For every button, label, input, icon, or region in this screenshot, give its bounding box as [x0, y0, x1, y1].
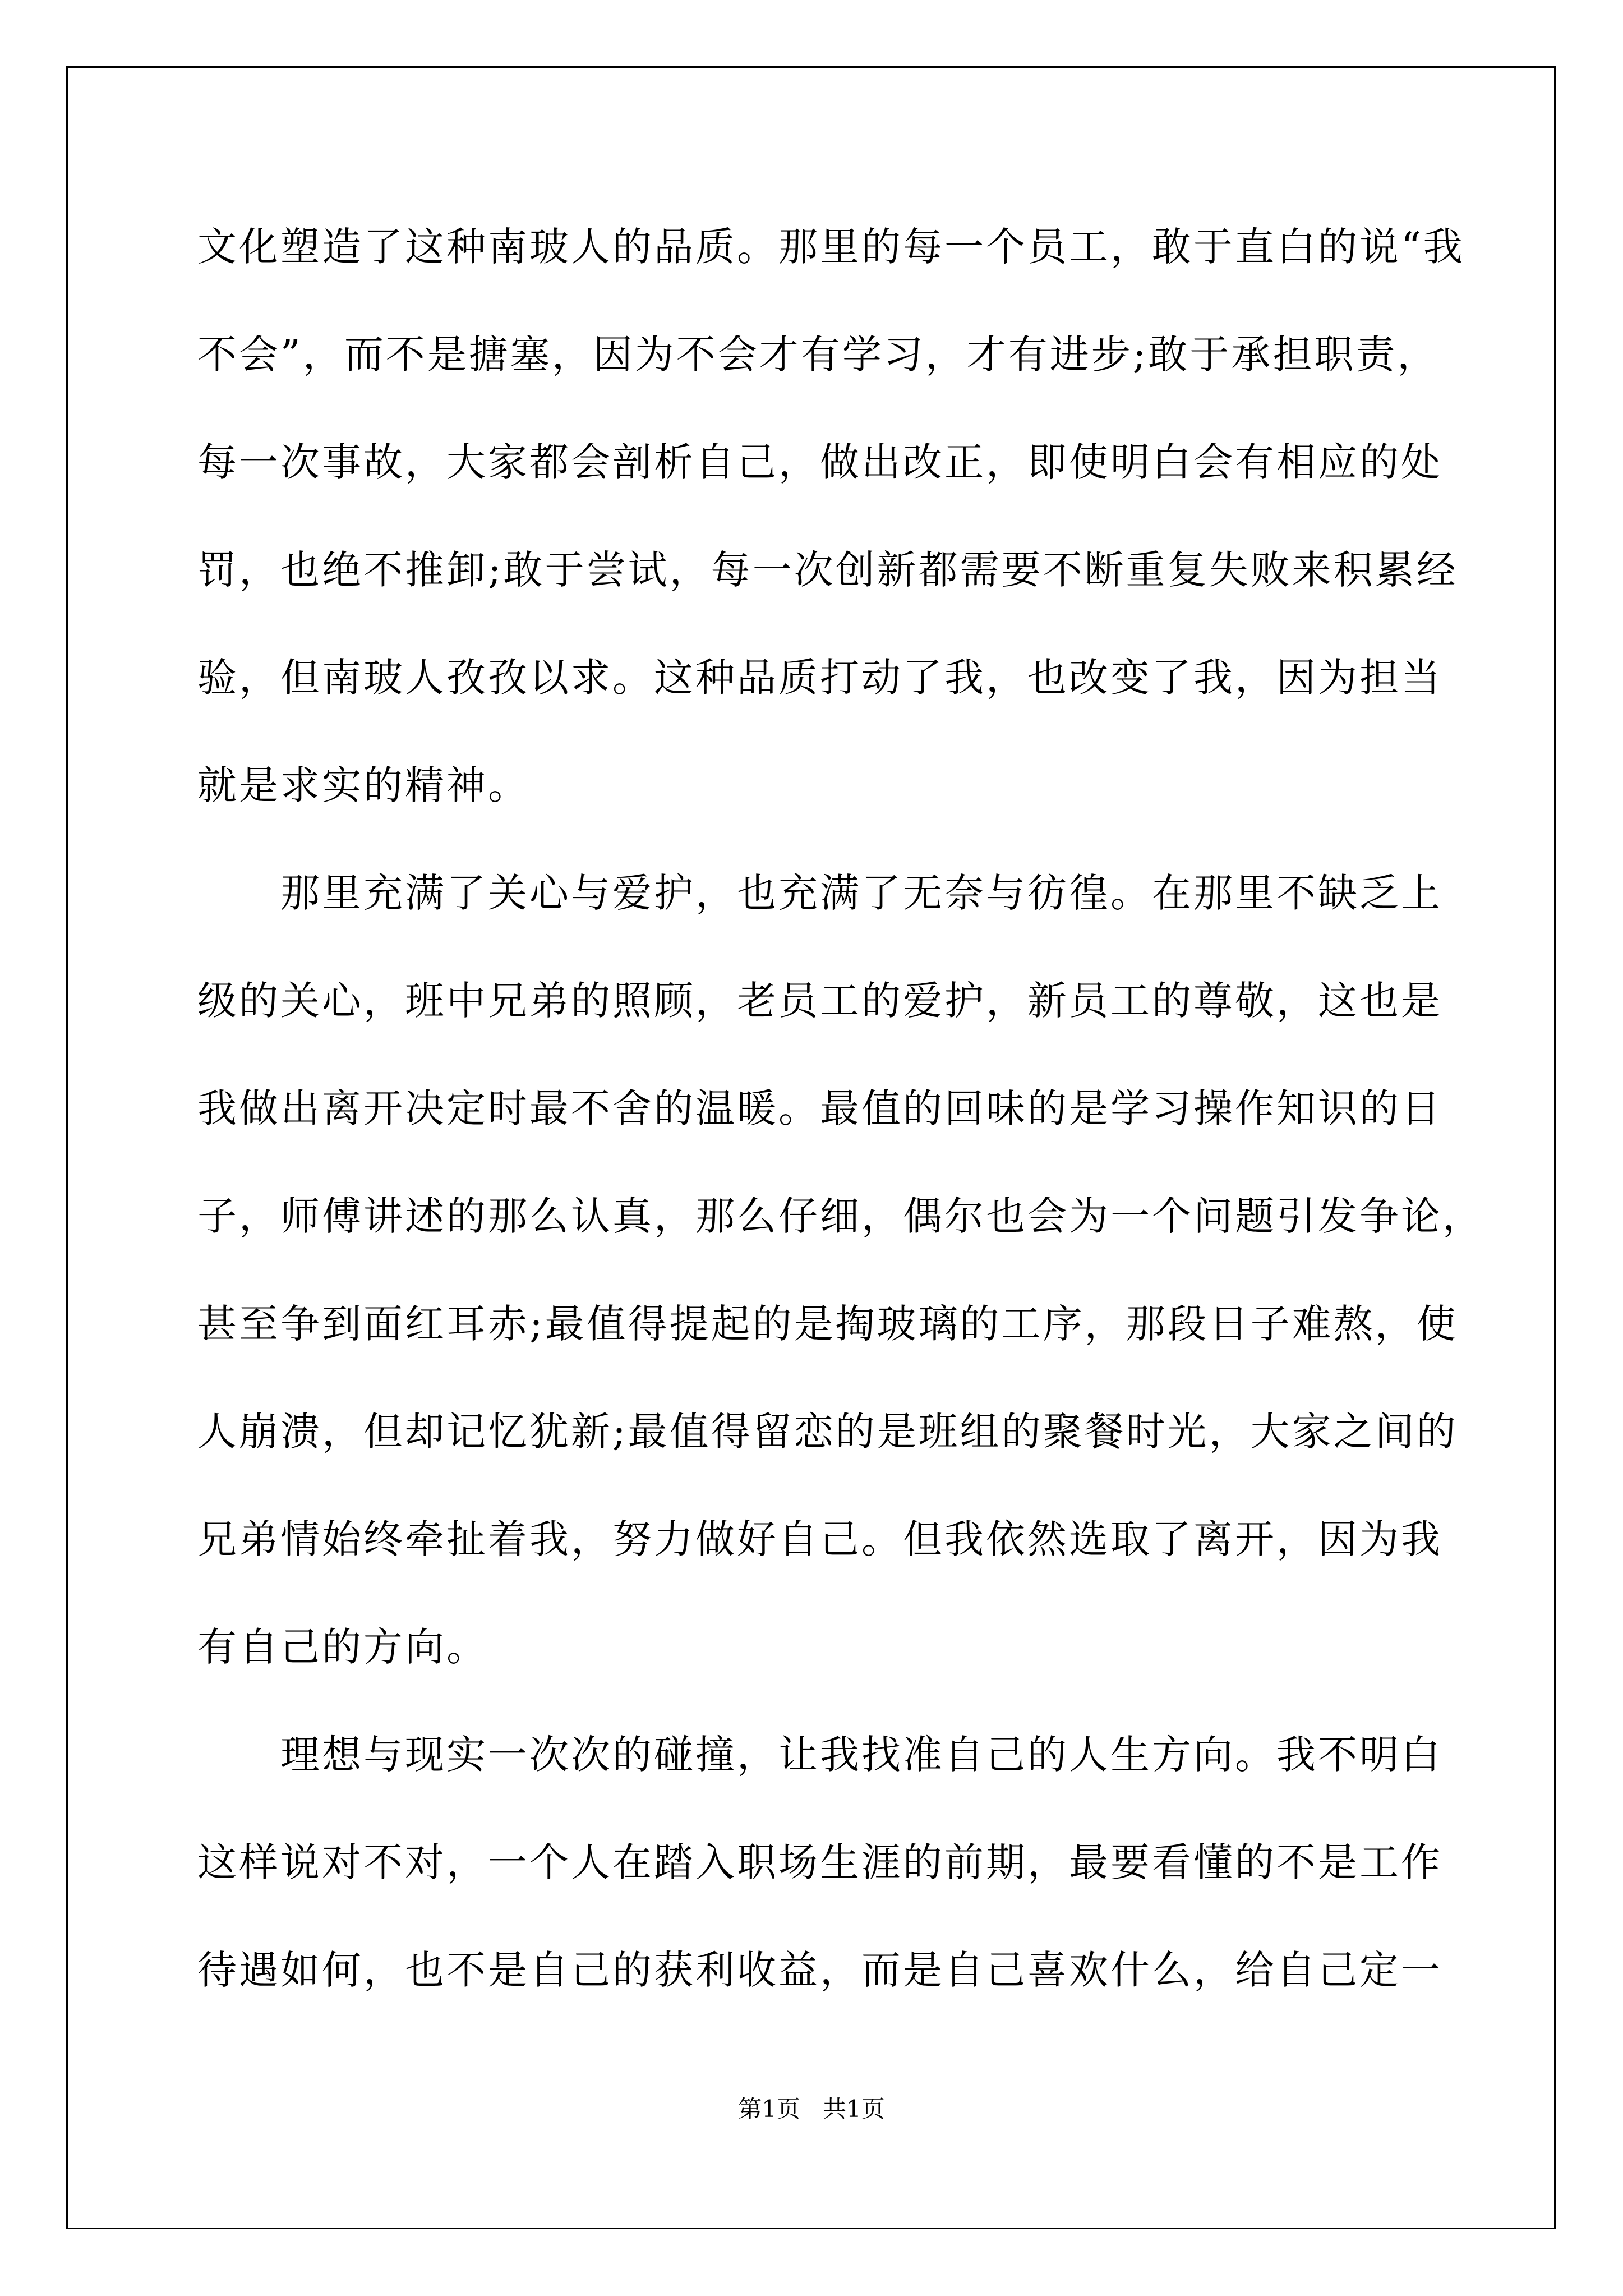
text-line: 不会”，而不是搪塞，因为不会才有学习，才有进步;敢于承担职责，: [197, 332, 1439, 378]
text-line: 罚，也绝不推卸;敢于尝试，每一次创新都需要不断重复失败来积累经: [197, 547, 1458, 593]
text-line: 那里充满了关心与爱护，也充满了无奈与彷徨。在那里不缺乏上: [197, 870, 1442, 916]
text-line: 待遇如何，也不是自己的获利收益，而是自己喜欢什么，给自己定一: [197, 1947, 1442, 1993]
text-line: 子，师傅讲述的那么认真，那么仔细，偶尔也会为一个问题引发争论，: [197, 1193, 1484, 1239]
page-footer: 第1页 共1页: [738, 2095, 885, 2123]
text-line: 验，但南玻人孜孜以求。这种品质打动了我，也改变了我，因为担当: [197, 655, 1442, 701]
page-border: [66, 66, 1556, 2229]
text-line: 理想与现实一次次的碰撞，让我找准自己的人生方向。我不明白: [197, 1732, 1442, 1778]
text-line: 兄弟情始终牵扯着我，努力做好自己。但我依然选取了离开，因为我: [197, 1516, 1442, 1562]
text-line: 这样说对不对，一个人在踏入职场生涯的前期，最要看懂的不是工作: [197, 1839, 1442, 1885]
text-line: 人崩溃，但却记忆犹新;最值得留恋的是班组的聚餐时光，大家之间的: [197, 1409, 1458, 1455]
text-line: 级的关心，班中兄弟的照顾，老员工的爱护，新员工的尊敬，这也是: [197, 978, 1442, 1024]
text-line: 甚至争到面红耳赤;最值得提起的是掏玻璃的工序，那段日子难熬，使: [197, 1301, 1458, 1347]
text-line: 每一次事故，大家都会剖析自己，做出改正，即使明白会有相应的处: [197, 439, 1442, 485]
text-line: 我做出离开决定时最不舍的温暖。最值的回味的是学习操作知识的日: [197, 1085, 1442, 1131]
text-line: 就是求实的精神。: [197, 762, 529, 808]
text-line: 有自己的方向。: [197, 1624, 488, 1670]
text-line: 文化塑造了这种南玻人的品质。那里的每一个员工，敢于直白的说“我: [197, 224, 1465, 270]
